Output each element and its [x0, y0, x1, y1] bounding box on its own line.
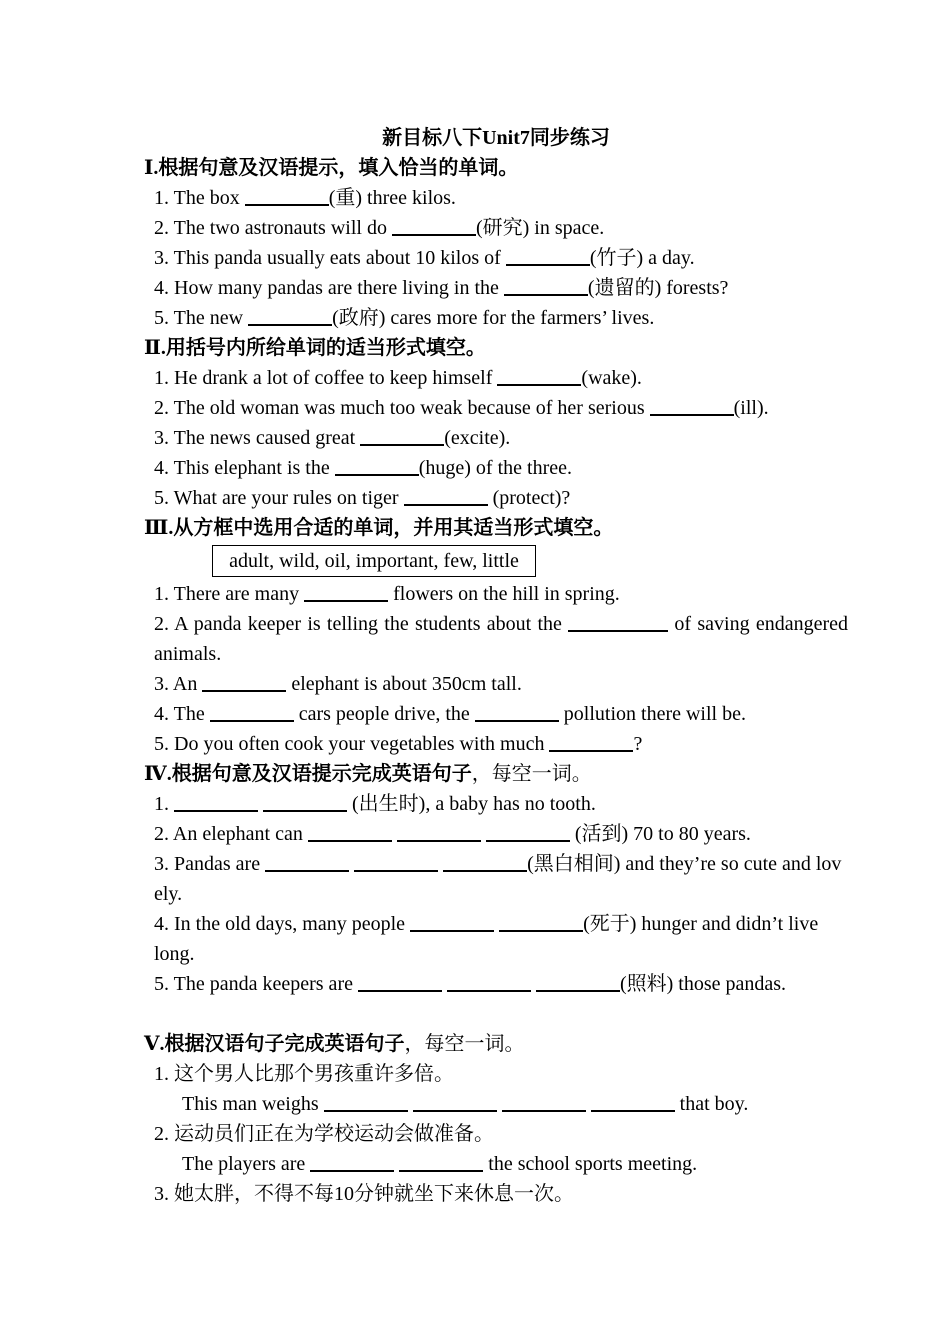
s4-item-3: 3. Pandas are (黑白相间) and they’re so cute and lovely. [144, 849, 848, 909]
word-box: adult, wild, oil, important, few, little [212, 545, 536, 577]
answer-blank[interactable] [568, 610, 668, 632]
answer-blank[interactable] [504, 274, 588, 296]
answer-blank[interactable] [263, 790, 347, 812]
section-1-heading: Ⅰ.根据句意及汉语提示，填入恰当的单词。 [144, 157, 519, 179]
answer-blank[interactable] [447, 970, 531, 992]
s4-item-4: 4. In the old days, many people (死于) hunger and didn’t live long. [144, 909, 848, 969]
answer-blank[interactable] [245, 184, 329, 206]
answer-blank[interactable] [404, 484, 488, 506]
answer-blank[interactable] [358, 970, 442, 992]
answer-blank[interactable] [591, 1090, 675, 1112]
answer-blank[interactable] [202, 670, 286, 692]
s2-item-1: 1. He drank a lot of coffee to keep himself (wake). [144, 363, 848, 393]
answer-blank[interactable] [410, 910, 494, 932]
section-gap [144, 999, 848, 1029]
section-5-heading: Ⅴ.根据汉语句子完成英语句子，每空一词。 [144, 1033, 525, 1055]
answer-blank[interactable] [502, 1090, 586, 1112]
answer-blank[interactable] [506, 244, 590, 266]
answer-blank[interactable] [335, 454, 419, 476]
s2-item-2: 2. The old woman was much too weak because of her serious (ill). [144, 393, 848, 423]
s4-item-2: 2. An elephant can (活到) 70 to 80 years. [144, 819, 848, 849]
answer-blank[interactable] [497, 364, 581, 386]
page-title: 新目标八下Unit7同步练习 [382, 127, 610, 149]
s5-item-2-chinese: 2. 运动员们正在为学校运动会做准备。 [154, 1123, 494, 1145]
s4-item-5: 5. The panda keepers are (照料) those pandas. [144, 969, 848, 999]
answer-blank[interactable] [443, 850, 527, 872]
answer-blank[interactable] [536, 970, 620, 992]
s3-item-1: 1. There are many flowers on the hill in spring. [144, 579, 848, 609]
answer-blank[interactable] [354, 850, 438, 872]
answer-blank[interactable] [360, 424, 444, 446]
answer-blank[interactable] [499, 910, 583, 932]
answer-blank[interactable] [174, 790, 258, 812]
s4-item-1: 1. (出生时), a baby has no tooth. [144, 789, 848, 819]
section-4-heading: Ⅳ.根据句意及汉语提示完成英语句子，每空一词。 [144, 763, 592, 785]
s1-item-4: 4. How many pandas are there living in the (遗留的) forests? [144, 273, 848, 303]
s2-item-5: 5. What are your rules on tiger (protect)? [144, 483, 848, 513]
s5-item-3-chinese: 3. 她太胖，不得不每10分钟就坐下来休息一次。 [154, 1183, 574, 1205]
s3-item-4: 4. The cars people drive, the pollution there will be. [144, 699, 848, 729]
s5-item-2-english: The players are the school sports meeting. [144, 1149, 848, 1179]
answer-blank[interactable] [308, 820, 392, 842]
s2-item-4: 4. This elephant is the (huge) of the three. [144, 453, 848, 483]
answer-blank[interactable] [304, 580, 388, 602]
s1-item-2: 2. The two astronauts will do (研究) in space. [144, 213, 848, 243]
s3-item-3: 3. An elephant is about 350cm tall. [144, 669, 848, 699]
answer-blank[interactable] [265, 850, 349, 872]
s1-item-3: 3. This panda usually eats about 10 kilos of (竹子) a day. [144, 243, 848, 273]
answer-blank[interactable] [392, 214, 476, 236]
answer-blank[interactable] [475, 700, 559, 722]
answer-blank[interactable] [549, 730, 633, 752]
s3-item-2: 2. A panda keeper is telling the students about the of saving endangered animals. [144, 609, 848, 669]
section-2-heading: Ⅱ.用括号内所给单词的适当形式填空。 [144, 337, 486, 359]
answer-blank[interactable] [397, 820, 481, 842]
answer-blank[interactable] [650, 394, 734, 416]
s5-item-1-chinese: 1. 这个男人比那个男孩重许多倍。 [154, 1063, 454, 1085]
answer-blank[interactable] [324, 1090, 408, 1112]
s3-item-5: 5. Do you often cook your vegetables with much ? [144, 729, 848, 759]
answer-blank[interactable] [486, 820, 570, 842]
worksheet-content [144, 123, 848, 1209]
answer-blank[interactable] [310, 1150, 394, 1172]
section-3-heading: Ⅲ.从方框中选用合适的单词，并用其适当形式填空。 [144, 517, 614, 539]
answer-blank[interactable] [413, 1090, 497, 1112]
answer-blank[interactable] [399, 1150, 483, 1172]
s2-item-3: 3. The news caused great (excite). [144, 423, 848, 453]
s1-item-1: 1. The box (重) three kilos. [144, 183, 848, 213]
answer-blank[interactable] [248, 304, 332, 326]
answer-blank[interactable] [210, 700, 294, 722]
s1-item-5: 5. The new (政府) cares more for the farmers’ lives. [144, 303, 848, 333]
s5-item-1-english: This man weighs that boy. [144, 1089, 848, 1119]
